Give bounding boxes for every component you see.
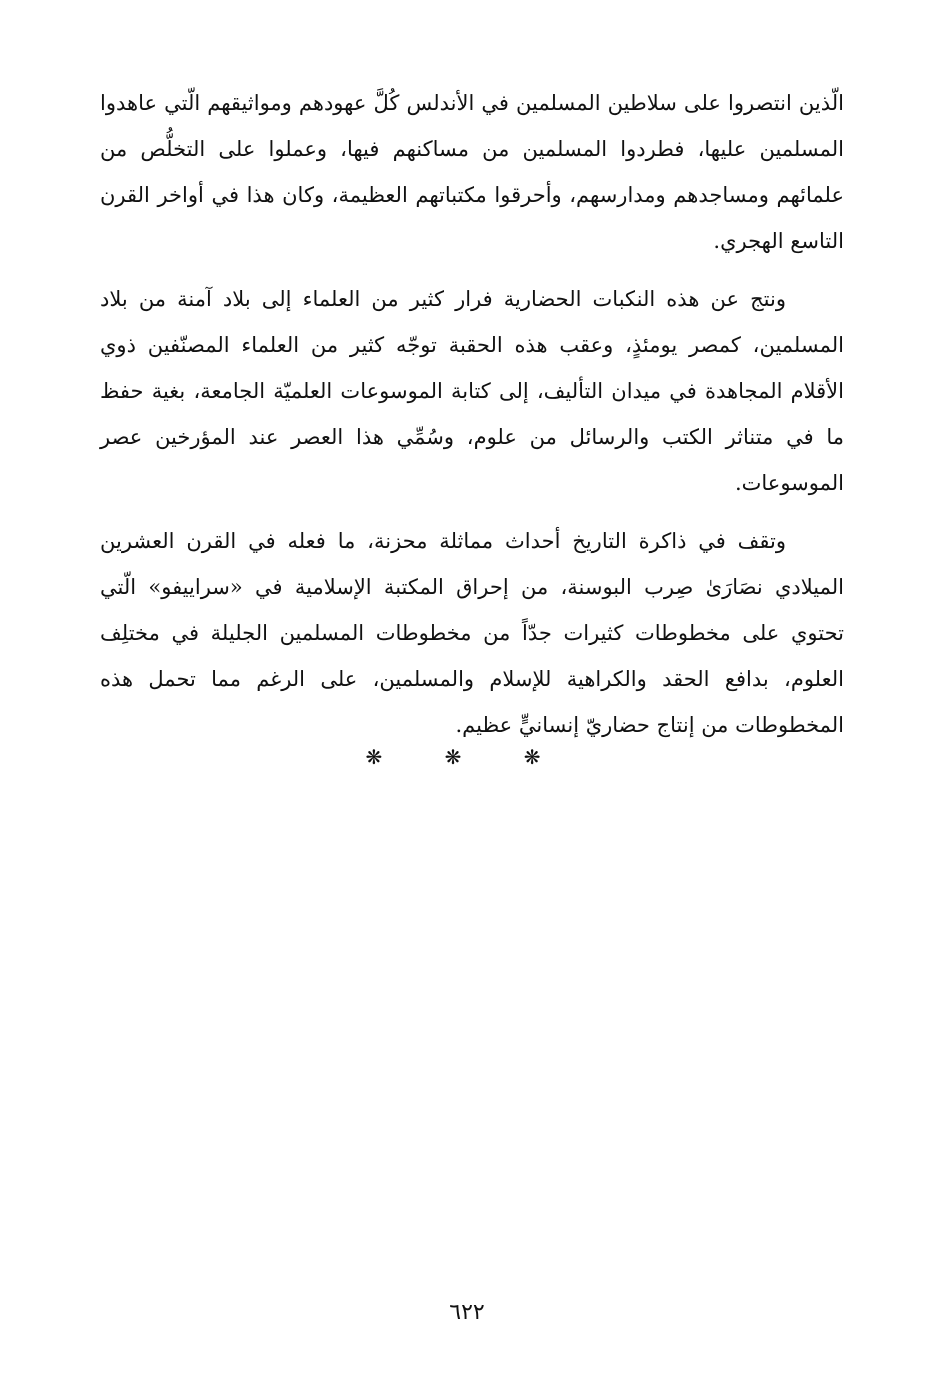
page-number: ٦٢٢ [449, 1300, 485, 1325]
paragraph-3: وتقف في ذاكرة التاريخ أحداث مماثلة محزنة، ما فعله في القرن العشرين الميلادي نصَارَىٰ صِرب البوسنة، من إحراق المكتبة الإسلامية في «سراييفو» الّتي تحتوي على مخطوطات كثيرات جدّاً من مخطوطات المسلمين الجليلة في مختلِف العلوم، بدافع الحقد والكراهية للإسلام والمسلمين، على الرغم مما تحمل هذه المخطوطات من إنتاج حضاريّ إنسانيٍّ عظيم. [100, 529, 844, 737]
paragraph-1: الّذين انتصروا على سلاطين المسلمين في الأندلس كُلَّ عهودهم ومواثيقهم الّتي عاهدوا المسلمين عليها، فطردوا المسلمين من مساكنهم فيها، وعملوا على التخلُّص من علمائهم ومساجدهم ومدارسهم، وأحرقوا مكتباتهم العظيمة، وكان هذا في أواخر القرن التاسع الهجري. [100, 91, 844, 253]
paragraph-2: ونتج عن هذه النكبات الحضارية فرار كثير من العلماء إلى بلاد آمنة من بلاد المسلمين، كمصر يومئذٍ، وعقب هذه الحقبة توجّه كثير من العلماء المصنّفين ذوي الأقلام المجاهدة في ميدان التأليف، إلى كتابة الموسوعات العلميّة الجامعة، بغية حفظ ما في متناثر الكتب والرسائل من علوم، وسُمِّي هذا العصر عند المؤرخين عصر الموسوعات. [100, 287, 844, 495]
section-divider-ornament: ❋ ❋ ❋ [365, 745, 569, 769]
body-text [100, 80, 844, 760]
